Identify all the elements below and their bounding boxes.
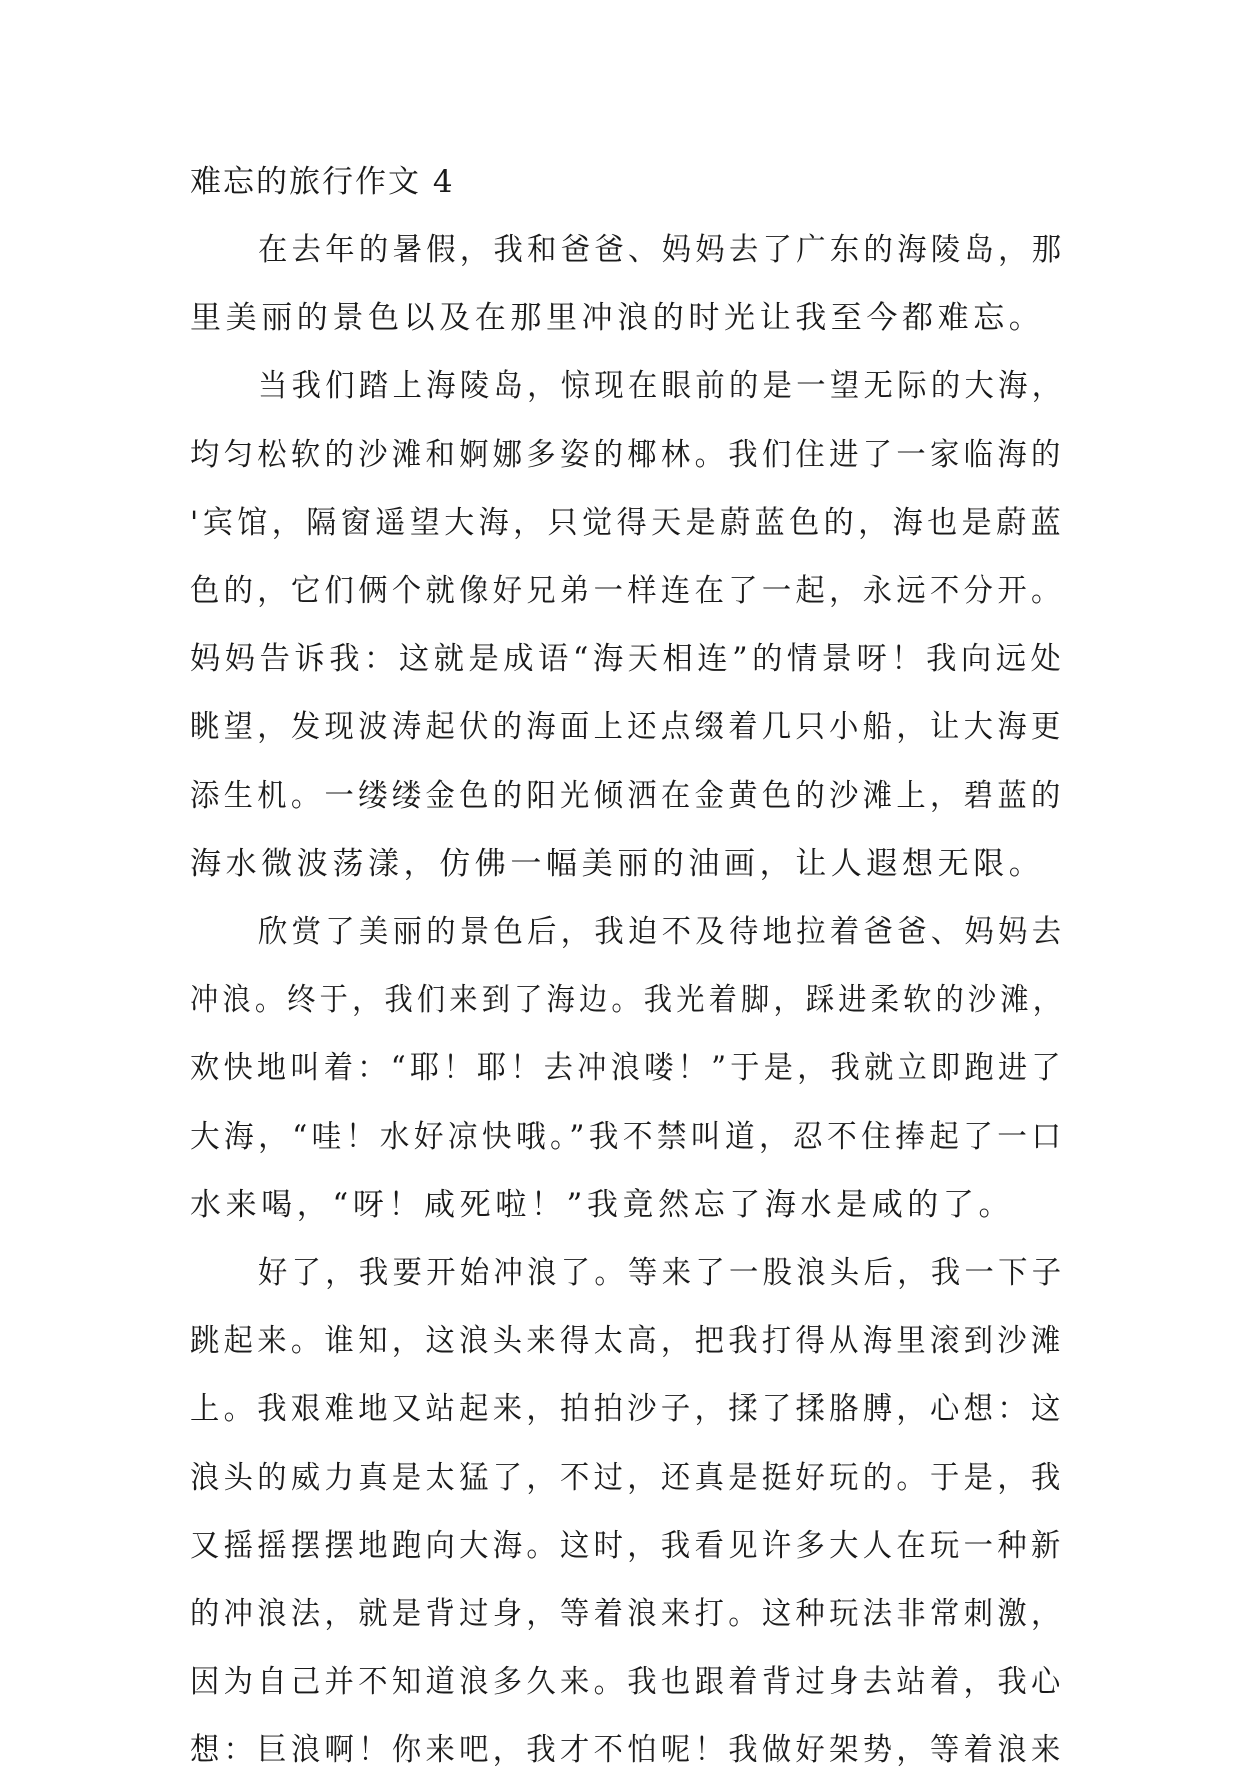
document-title: 难忘的旅行作文 4 — [190, 164, 455, 200]
paragraph-line: 好了，我要开始冲浪了。等来了一股浪头后，我一下子 — [258, 1255, 1066, 1291]
paragraph-line: 色的，它们俩个就像好兄弟一样连在了一起，永远不分开。 — [190, 573, 1065, 609]
paragraph-line: 眺望，发现波涛起伏的海面上还点缀着几只小船，让大海更 — [190, 709, 1065, 745]
paragraph-line: 水来喝，“呀！咸死啦！”我竟然忘了海水是咸的了。 — [190, 1187, 1015, 1223]
paragraph-line: 又摇摇摆摆地跑向大海。这时，我看见许多大人在玩一种新 — [190, 1528, 1065, 1564]
paragraph-line: 欢快地叫着：“耶！耶！去冲浪喽！”于是，我就立即跑进了 — [190, 1050, 1065, 1086]
paragraph-line: 当我们踏上海陵岛，惊现在眼前的是一望无际的大海， — [258, 368, 1066, 404]
paragraph-line: 海水微波荡漾，仿佛一幅美丽的油画，让人遐想无限。 — [190, 846, 1045, 882]
paragraph-line: 欣赏了美丽的景色后，我迫不及待地拉着爸爸、妈妈去 — [258, 914, 1066, 950]
paragraph-line: 跳起来。谁知，这浪头来得太高，把我打得从海里滚到沙滩 — [190, 1323, 1065, 1359]
paragraph-line: 均匀松软的沙滩和婀娜多姿的椰林。我们住进了一家临海的 — [190, 437, 1065, 473]
paragraph-line: 妈妈告诉我：这就是成语“海天相连”的情景呀！我向远处 — [190, 641, 1066, 677]
paragraph-line: 的冲浪法，就是背过身，等着浪来打。这种玩法非常刺激， — [190, 1596, 1065, 1632]
paragraph-line: 冲浪。终于，我们来到了海边。我光着脚，踩进柔软的沙滩， — [190, 982, 1066, 1018]
paragraph-line: 大海，“哇！水好凉快哦。”我不禁叫道，忍不住捧起了一口 — [190, 1119, 1066, 1155]
paragraph-line: 上。我艰难地又站起来，拍拍沙子，揉了揉胳膊，心想：这 — [190, 1391, 1065, 1427]
paragraph-line: '宾馆，隔窗遥望大海，只觉得天是蔚蓝色的，海也是蔚蓝 — [190, 505, 1066, 541]
paragraph-line: 在去年的暑假，我和爸爸、妈妈去了广东的海陵岛，那 — [258, 232, 1066, 268]
paragraph-line: 想：巨浪啊！你来吧，我才不怕呢！我做好架势，等着浪来 — [190, 1732, 1065, 1768]
paragraph-line: 里美丽的景色以及在那里冲浪的时光让我至今都难忘。 — [190, 300, 1045, 336]
paragraph-line: 添生机。一缕缕金色的阳光倾洒在金黄色的沙滩上，碧蓝的 — [190, 778, 1065, 814]
paragraph-line: 因为自己并不知道浪多久来。我也跟着背过身去站着，我心 — [190, 1664, 1065, 1700]
paragraph-line: 浪头的威力真是太猛了，不过，还真是挺好玩的。于是，我 — [190, 1460, 1065, 1496]
